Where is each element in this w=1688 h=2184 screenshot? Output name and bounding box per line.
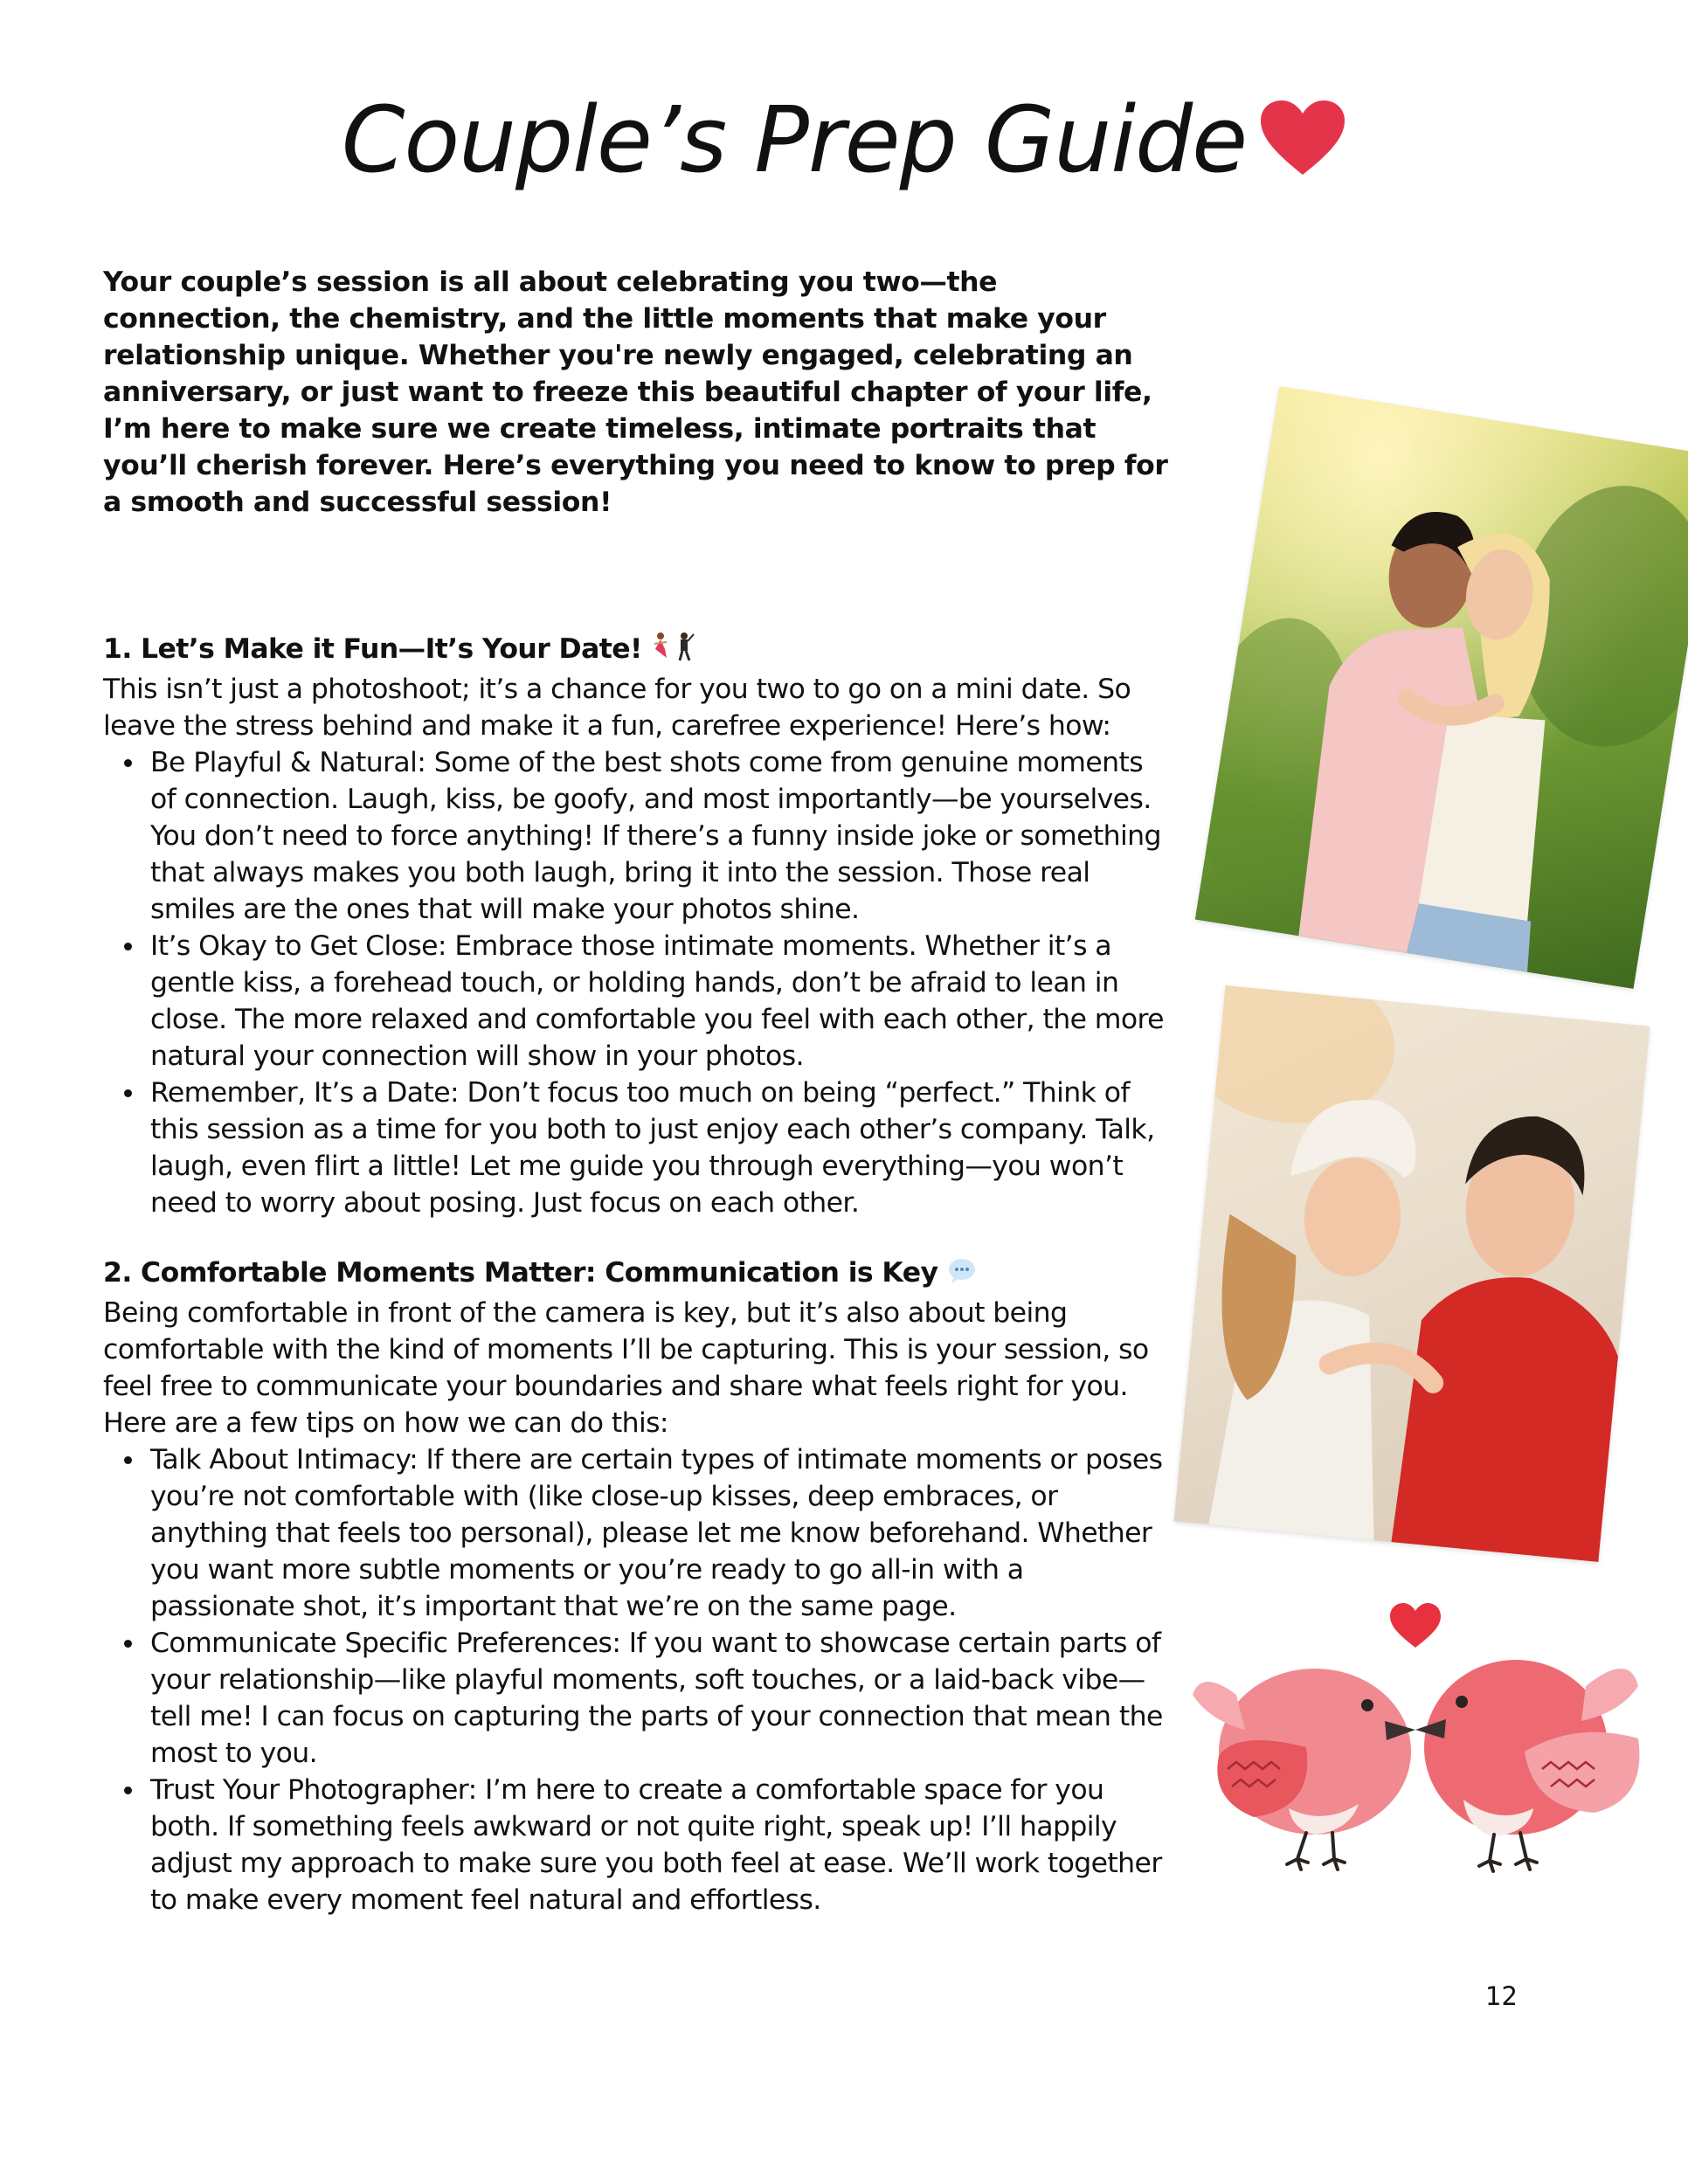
section-paragraph: Being comfortable in front of the camera is key, but it’s also about being comfortable with the kind of moments I’ll be capturing. This is your session, so feel free to communicate your boundaries and share what feels right for you. Here are a few tips on how we can do this: (103, 1297, 1149, 1439)
section-communication (103, 1254, 1169, 1918)
page-number: 12 (1485, 1981, 1518, 2011)
list-item: It’s Okay to Get Close: Embrace those intimate moments. Whether it’s a gentle kiss, a forehead touch, or holding hands, don’t be afraid to lean in close. The more relaxed and comfortable you feel with each other, the more natural your connection will show in your photos. (103, 928, 1169, 1075)
love-birds-illustration (1184, 1590, 1647, 1878)
page-title (0, 83, 1688, 202)
section-paragraph: This isn’t just a photoshoot; it’s a chance for you two to go on a mini date. So leave the stress behind and make it a fun, carefree experience! Here’s how: (103, 674, 1131, 742)
section-bullet-list (103, 1441, 1169, 1918)
couple-kissing-photo (1195, 386, 1688, 989)
couple-nose-touch-photo (1174, 985, 1650, 1562)
section-heading (103, 631, 1169, 671)
page-title-text: Couple’s Prep Guide (341, 86, 1248, 193)
list-item: Communicate Specific Preferences: If you want to showcase certain parts of your relationship—like playful moments, soft touches, or a laid-back vibe—tell me! I can focus on capturing the parts of your connection that mean the most to you. (103, 1625, 1169, 1772)
section-heading-text: 1. Let’s Make it Fun—It’s Your Date! (103, 633, 642, 665)
list-item: Remember, It’s a Date: Don’t focus too much on being “perfect.” Think of this session as a time for you both to just enjoy each other’s company. Talk, laugh, even flirt a little! Let me guide you through everything—you won’t need to worry about posing. Just focus on each other. (103, 1075, 1169, 1221)
heart-icon (1259, 88, 1346, 202)
section-heading (103, 1254, 1169, 1295)
intro-paragraph: Your couple’s session is all about celebrating you two—the connection, the chemistry, and the little moments that make your relationship unique. Whether you're newly engaged, celebrating an anniversary, or just want to freeze this beautiful chapter of your life, I’m here to make sure we create timeless, intimate portraits that you’ll cherish forever. Here’s everything you need to know to prep for a smooth and successful session! (103, 266, 1168, 518)
section-heading-text: 2. Comfortable Moments Matter: Communication is Key (103, 1257, 938, 1289)
section-fun-date (103, 631, 1169, 1221)
speech-bubble-icon (947, 1257, 977, 1295)
list-item: Talk About Intimacy: If there are certain types of intimate moments or poses you’re not comfortable with (like close-up kisses, deep embraces, or anything that feels too personal), please let me know beforehand. Whether you want more subtle moments or you’re ready to go all-in with a passionate shot, it’s important that we’re on the same page. (103, 1441, 1169, 1625)
list-item: Trust Your Photographer: I’m here to create a comfortable space for you both. If something feels awkward or not quite right, speak up! I’ll happily adjust my approach to make sure you both feel at ease. We’ll work together to make every moment feel natural and effortless. (103, 1772, 1169, 1918)
section-bullet-list (103, 744, 1169, 1221)
list-item: Be Playful & Natural: Some of the best shots come from genuine moments of connection. Laugh, kiss, be goofy, and most importantly—be yourselves. You don’t need to force anything! If there’s a funny inside joke or something that always makes you both laugh, bring it into the session. Those real smiles are the ones that will make your photos shine. (103, 744, 1169, 928)
dancing-couple-icon (651, 632, 696, 671)
